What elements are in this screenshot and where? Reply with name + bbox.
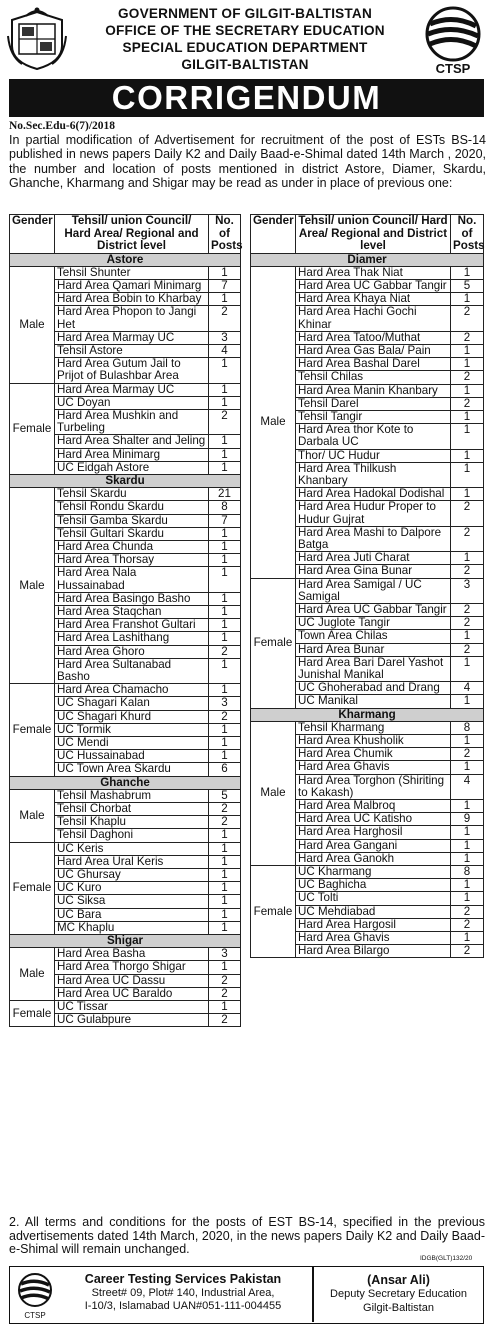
posts-cell: 8 xyxy=(451,866,484,879)
location-cell: Hard Area Thorsay xyxy=(55,554,209,567)
location-cell: Hard Area Ganokh xyxy=(296,852,451,865)
location-cell: Hard Area Tatoo/Muthat xyxy=(296,331,451,344)
location-cell: Hard Area Samigal / UC Samigal xyxy=(296,578,451,603)
posts-cell: 1 xyxy=(209,435,241,448)
posts-cell: 2 xyxy=(451,905,484,918)
location-cell: UC Mendi xyxy=(55,737,209,750)
posts-cell: 2 xyxy=(451,371,484,384)
table-row xyxy=(251,578,484,603)
posts-cell: 1 xyxy=(209,1001,241,1014)
posts-cell: 2 xyxy=(209,409,241,434)
signatory-region: Gilgit-Baltistan xyxy=(363,1302,434,1314)
location-cell: Hard Area Minimarg xyxy=(55,448,209,461)
district-name: Kharmang xyxy=(251,708,484,721)
posts-cell: 4 xyxy=(451,774,484,799)
location-cell: UC Tissar xyxy=(55,1001,209,1014)
location-cell: UC Tolti xyxy=(296,892,451,905)
location-cell: UC Mehdiabad xyxy=(296,905,451,918)
posts-cell: 2 xyxy=(209,645,241,658)
location-cell: MC Khaplu xyxy=(55,921,209,934)
location-cell: Hard Area UC Gabbar Tangir xyxy=(296,603,451,616)
footer-ctsp-address-2: I-10/3, Islamabad UAN#051-111-004455 xyxy=(84,1300,282,1312)
location-cell: Hard Area Chumik xyxy=(296,748,451,761)
location-cell: UC Shagari Kalan xyxy=(55,697,209,710)
location-cell: Hard Area Harghosil xyxy=(296,826,451,839)
posts-header: No. of Posts xyxy=(209,215,241,254)
posts-cell: 2 xyxy=(209,974,241,987)
location-cell: Hard Area Gangani xyxy=(296,839,451,852)
posts-cell: 2 xyxy=(209,803,241,816)
location-cell: Tehsil Gultari Skardu xyxy=(55,527,209,540)
posts-cell: 1 xyxy=(209,632,241,645)
location-cell: Hard Area Bilargo xyxy=(296,945,451,958)
posts-cell: 1 xyxy=(451,761,484,774)
header-line-2: OFFICE OF THE SECRETARY EDUCATION xyxy=(105,23,385,38)
reference-number: No.Sec.Edu-6(7)/2018 xyxy=(9,120,116,132)
posts-cell: 1 xyxy=(209,684,241,697)
posts-cell: 2 xyxy=(451,918,484,931)
posts-cell: 1 xyxy=(209,567,241,592)
location-cell: Hard Area Bashal Darel xyxy=(296,358,451,371)
table-header-row xyxy=(10,215,241,254)
posts-cell: 1 xyxy=(209,619,241,632)
posts-cell: 2 xyxy=(451,603,484,616)
posts-cell: 1 xyxy=(209,723,241,736)
posts-cell: 1 xyxy=(209,540,241,553)
signatory-name: (Ansar Ali) xyxy=(367,1273,430,1287)
location-cell: UC Baghicha xyxy=(296,879,451,892)
ctsp-logo xyxy=(420,4,486,76)
posts-cell: 1 xyxy=(451,449,484,462)
posts-cell: 4 xyxy=(209,344,241,357)
posts-cell: 2 xyxy=(451,526,484,551)
posts-cell: 3 xyxy=(209,948,241,961)
location-cell: Hard Area Hadokal Dodishal xyxy=(296,488,451,501)
posts-cell: 1 xyxy=(451,424,484,449)
posts-cell: 1 xyxy=(209,737,241,750)
district-name: Shigar xyxy=(10,935,241,948)
posts-cell: 1 xyxy=(451,384,484,397)
gender-cell: Female xyxy=(10,1001,55,1027)
location-cell: Hard Area Qamari Minimarg xyxy=(55,279,209,292)
gender-cell: Male xyxy=(251,266,296,578)
location-cell: UC Siksa xyxy=(55,895,209,908)
posts-cell: 5 xyxy=(451,279,484,292)
posts-cell: 1 xyxy=(209,461,241,474)
table-row xyxy=(10,1001,241,1014)
location-cell: Hard Area Marmay UC xyxy=(55,383,209,396)
location-cell: UC Eidgah Astore xyxy=(55,461,209,474)
ctsp-logo-text: CTSP xyxy=(435,61,471,76)
gender-cell: Male xyxy=(10,266,55,383)
location-cell: Hard Area Gas Bala/ Pain xyxy=(296,344,451,357)
posts-table-right xyxy=(250,214,484,958)
posts-cell: 2 xyxy=(451,331,484,344)
posts-cell: 2 xyxy=(209,306,241,331)
posts-cell: 6 xyxy=(209,763,241,776)
location-cell: Tehsil Chilas xyxy=(296,371,451,384)
location-cell: Hard Area Staqchan xyxy=(55,605,209,618)
location-cell: UC Juglote Tangir xyxy=(296,617,451,630)
footer-ctsp-title: Career Testing Services Pakistan xyxy=(84,1272,282,1286)
posts-cell: 1 xyxy=(451,344,484,357)
location-cell: Tehsil Mashabrum xyxy=(55,789,209,802)
district-row xyxy=(10,474,241,487)
posts-cell: 1 xyxy=(209,396,241,409)
posts-cell: 1 xyxy=(451,735,484,748)
gender-cell: Female xyxy=(251,578,296,708)
table-row xyxy=(10,789,241,802)
posts-cell: 1 xyxy=(209,961,241,974)
table-row xyxy=(10,488,241,501)
posts-cell: 1 xyxy=(209,448,241,461)
location-cell: Hard Area Nala Hussainabad xyxy=(55,567,209,592)
district-row xyxy=(10,253,241,266)
posts-cell: 1 xyxy=(451,932,484,945)
posts-table-left xyxy=(9,214,241,1027)
footer-signatory-block xyxy=(316,1273,481,1315)
posts-cell: 1 xyxy=(451,488,484,501)
footer-ctsp-address-1: Street# 09, Plot# 140, Industrial Area, xyxy=(91,1286,275,1299)
location-cell: Hard Area Hachi Gochi Khinar xyxy=(296,306,451,331)
posts-cell: 1 xyxy=(209,921,241,934)
posts-cell: 1 xyxy=(209,895,241,908)
location-cell: UC Ghursay xyxy=(55,869,209,882)
location-cell: Hard Area Khaya Niat xyxy=(296,293,451,306)
location-cell: Hard Area Chunda xyxy=(55,540,209,553)
district-row xyxy=(10,776,241,789)
posts-cell: 2 xyxy=(209,987,241,1000)
location-cell: Town Area Chilas xyxy=(296,630,451,643)
posts-header: No. of Posts xyxy=(451,215,484,254)
posts-cell: 1 xyxy=(209,882,241,895)
location-cell: Hard Area Thak Niat xyxy=(296,266,451,279)
location-cell: Tehsil Darel xyxy=(296,397,451,410)
posts-cell: 2 xyxy=(209,1014,241,1027)
footnote: 2. All terms and conditions for the posts of EST BS-14, specified in the previous advertisements dated 14th March, 2020, in the news papers Daily K2 and Daily Baad-e-Shimal will remain unchanged. xyxy=(9,1215,485,1257)
posts-cell: 1 xyxy=(451,695,484,708)
location-cell: Tehsil Rondu Skardu xyxy=(55,501,209,514)
district-row xyxy=(251,708,484,721)
location-cell: Hard Area Shalter and Jeling xyxy=(55,435,209,448)
posts-cell: 1 xyxy=(451,266,484,279)
gender-cell: Male xyxy=(251,721,296,865)
posts-cell: 2 xyxy=(451,501,484,526)
posts-cell: 8 xyxy=(451,721,484,734)
posts-cell: 2 xyxy=(451,565,484,578)
posts-cell: 7 xyxy=(209,514,241,527)
location-cell: UC Keris xyxy=(55,842,209,855)
posts-cell: 4 xyxy=(451,682,484,695)
location-cell: Hard Area Hargosil xyxy=(296,918,451,931)
location-header: Tehsil/ union Council/ Hard Area/ Regional and District level xyxy=(55,215,209,254)
gender-cell: Female xyxy=(10,684,55,776)
header xyxy=(0,0,493,80)
posts-cell: 2 xyxy=(209,710,241,723)
location-cell: UC Doyan xyxy=(55,396,209,409)
location-cell: Hard Area Ghoro xyxy=(55,645,209,658)
location-cell: UC Ghoherabad and Drang xyxy=(296,682,451,695)
posts-cell: 2 xyxy=(451,306,484,331)
posts-cell: 1 xyxy=(209,383,241,396)
ctsp-footer-logo xyxy=(14,1271,56,1321)
posts-cell: 2 xyxy=(451,748,484,761)
location-cell: Tehsil Khaplu xyxy=(55,816,209,829)
location-cell: Hard Area Torghon (Shiriting to Kakash) xyxy=(296,774,451,799)
posts-cell: 1 xyxy=(209,750,241,763)
posts-cell: 7 xyxy=(209,279,241,292)
table-row xyxy=(251,866,484,879)
location-cell: Hard Area Hudur Proper to Hudur Gujrat xyxy=(296,501,451,526)
gender-header: Gender xyxy=(10,215,55,254)
location-cell: Hard Area Juti Charat xyxy=(296,552,451,565)
gender-cell: Female xyxy=(10,383,55,474)
gender-cell: Male xyxy=(10,789,55,842)
location-cell: Hard Area Gutum Jail to Prijot of Bulashbar Area xyxy=(55,358,209,383)
location-cell: Hard Area Marmay UC xyxy=(55,331,209,344)
table-row xyxy=(10,684,241,697)
location-cell: Hard Area Ghavis xyxy=(296,932,451,945)
posts-cell: 1 xyxy=(451,552,484,565)
header-title xyxy=(70,5,420,73)
location-cell: Hard Area Phopon to Jangi Het xyxy=(55,306,209,331)
district-name: Diamer xyxy=(251,253,484,266)
location-cell: Tehsil Astore xyxy=(55,344,209,357)
location-cell: UC Kuro xyxy=(55,882,209,895)
district-row xyxy=(10,935,241,948)
table-row xyxy=(251,721,484,734)
location-cell: UC Kharmang xyxy=(296,866,451,879)
location-cell: Hard Area Basha xyxy=(55,948,209,961)
location-cell: Hard Area UC Katisho xyxy=(296,813,451,826)
footer-ctsp-block xyxy=(58,1273,308,1314)
location-cell: Hard Area Sultanabad Basho xyxy=(55,658,209,683)
posts-cell: 1 xyxy=(209,592,241,605)
location-cell: Hard Area thor Kote to Darbala UC xyxy=(296,424,451,449)
government-emblem-icon xyxy=(6,6,68,72)
location-cell: Hard Area Ural Keris xyxy=(55,855,209,868)
location-cell: Hard Area Bunar xyxy=(296,643,451,656)
posts-cell: 1 xyxy=(451,410,484,423)
location-cell: UC Gulabpure xyxy=(55,1014,209,1027)
posts-cell: 21 xyxy=(209,488,241,501)
table-row xyxy=(10,842,241,855)
location-cell: UC Manikal xyxy=(296,695,451,708)
posts-cell: 5 xyxy=(209,789,241,802)
posts-cell: 1 xyxy=(209,527,241,540)
location-cell: Hard Area UC Baraldo xyxy=(55,987,209,1000)
location-cell: Tehsil Tangir xyxy=(296,410,451,423)
location-cell: UC Tormik xyxy=(55,723,209,736)
location-cell: Hard Area Bobin to Kharbay xyxy=(55,293,209,306)
location-cell: Tehsil Chorbat xyxy=(55,803,209,816)
posts-cell: 1 xyxy=(209,855,241,868)
posts-cell: 3 xyxy=(451,578,484,603)
posts-cell: 1 xyxy=(209,266,241,279)
posts-cell: 1 xyxy=(451,656,484,681)
location-cell: Hard Area Gina Bunar xyxy=(296,565,451,578)
posts-cell: 2 xyxy=(451,617,484,630)
header-line-3: SPECIAL EDUCATION DEPARTMENT xyxy=(122,40,368,55)
posts-cell: 1 xyxy=(451,358,484,371)
posts-cell: 1 xyxy=(451,879,484,892)
location-cell: Hard Area Chamacho xyxy=(55,684,209,697)
posts-cell: 2 xyxy=(209,816,241,829)
location-cell: Hard Area Manin Khanbary xyxy=(296,384,451,397)
gender-cell: Female xyxy=(251,866,296,958)
location-cell: Hard Area Mushkin and Turbeling xyxy=(55,409,209,434)
location-cell: Tehsil Gamba Skardu xyxy=(55,514,209,527)
footer xyxy=(9,1266,484,1324)
location-cell: Hard Area Basingo Basho xyxy=(55,592,209,605)
posts-cell: 1 xyxy=(451,839,484,852)
intro-paragraph: In partial modification of Advertisement for recruitment of the post of ESTs BS-14 published in news papers Daily K2 and Daily Baad-e-Shimal dated 14th March , 2020, the number and location of posts mentioned in district Astore, Diamer, Skardu, Ghanche, Kharmang and Shigar may be read as under in place of previous one: xyxy=(9,133,486,191)
location-cell: UC Bara xyxy=(55,908,209,921)
posts-cell: 9 xyxy=(451,813,484,826)
posts-cell: 1 xyxy=(209,605,241,618)
table-row xyxy=(10,948,241,961)
posts-cell: 1 xyxy=(451,800,484,813)
location-cell: Tehsil Kharmang xyxy=(296,721,451,734)
corrigendum-title: CORRIGENDUM xyxy=(9,79,484,117)
location-cell: Hard Area UC Gabbar Tangir xyxy=(296,279,451,292)
posts-cell: 1 xyxy=(451,852,484,865)
header-line-1: GOVERNMENT OF GILGIT-BALTISTAN xyxy=(118,6,372,21)
posts-cell: 3 xyxy=(209,331,241,344)
location-cell: Tehsil Daghoni xyxy=(55,829,209,842)
table-row xyxy=(10,383,241,396)
posts-cell: 1 xyxy=(451,892,484,905)
header-line-4: GILGIT-BALTISTAN xyxy=(181,57,309,72)
footer-divider xyxy=(312,1267,314,1322)
table-header-row xyxy=(251,215,484,254)
gender-cell: Female xyxy=(10,842,55,934)
location-cell: Hard Area Lashithang xyxy=(55,632,209,645)
posts-cell: 1 xyxy=(209,829,241,842)
location-cell: Tehsil Skardu xyxy=(55,488,209,501)
location-cell: UC Town Area Skardu xyxy=(55,763,209,776)
posts-cell: 2 xyxy=(451,945,484,958)
district-name: Skardu xyxy=(10,474,241,487)
table-row xyxy=(10,266,241,279)
district-name: Ghanche xyxy=(10,776,241,789)
gender-cell: Male xyxy=(10,488,55,684)
location-cell: Hard Area Mashi to Dalpore Batga xyxy=(296,526,451,551)
gender-cell: Male xyxy=(10,948,55,1001)
location-cell: Hard Area Khusholik xyxy=(296,735,451,748)
posts-cell: 1 xyxy=(209,869,241,882)
posts-cell: 8 xyxy=(209,501,241,514)
district-row xyxy=(251,253,484,266)
location-cell: Hard Area Ghavis xyxy=(296,761,451,774)
location-cell: UC Hussainabad xyxy=(55,750,209,763)
location-cell: Thor/ UC Hudur xyxy=(296,449,451,462)
location-cell: Hard Area Malbroq xyxy=(296,800,451,813)
signatory-title: Deputy Secretary Education xyxy=(330,1288,467,1300)
posts-cell: 2 xyxy=(451,397,484,410)
location-cell: Hard Area UC Dassu xyxy=(55,974,209,987)
location-cell: UC Shagari Khurd xyxy=(55,710,209,723)
district-name: Astore xyxy=(10,253,241,266)
posts-cell: 1 xyxy=(451,293,484,306)
location-cell: Hard Area Bari Darel Yashot Junishal Manikal xyxy=(296,656,451,681)
location-cell: Tehsil Shunter xyxy=(55,266,209,279)
posts-cell: 1 xyxy=(209,658,241,683)
location-cell: Hard Area Franshot Gultari xyxy=(55,619,209,632)
posts-cell: 1 xyxy=(451,462,484,487)
ad-code: IDGB(GLT)132/20 xyxy=(420,1255,473,1262)
location-cell: Hard Area Thorgo Shigar xyxy=(55,961,209,974)
posts-cell: 2 xyxy=(451,643,484,656)
table-row xyxy=(251,266,484,279)
location-header: Tehsil/ union Council/ Hard Area/ Regional and District level xyxy=(296,215,451,254)
gender-header: Gender xyxy=(251,215,296,254)
footer-logo-text: CTSP xyxy=(24,1311,46,1320)
posts-cell: 3 xyxy=(209,697,241,710)
posts-cell: 1 xyxy=(451,630,484,643)
posts-cell: 1 xyxy=(209,293,241,306)
posts-cell: 1 xyxy=(451,826,484,839)
posts-cell: 1 xyxy=(209,842,241,855)
location-cell: Hard Area Thilkush Khanbary xyxy=(296,462,451,487)
posts-cell: 1 xyxy=(209,554,241,567)
posts-cell: 1 xyxy=(209,358,241,383)
posts-cell: 1 xyxy=(209,908,241,921)
